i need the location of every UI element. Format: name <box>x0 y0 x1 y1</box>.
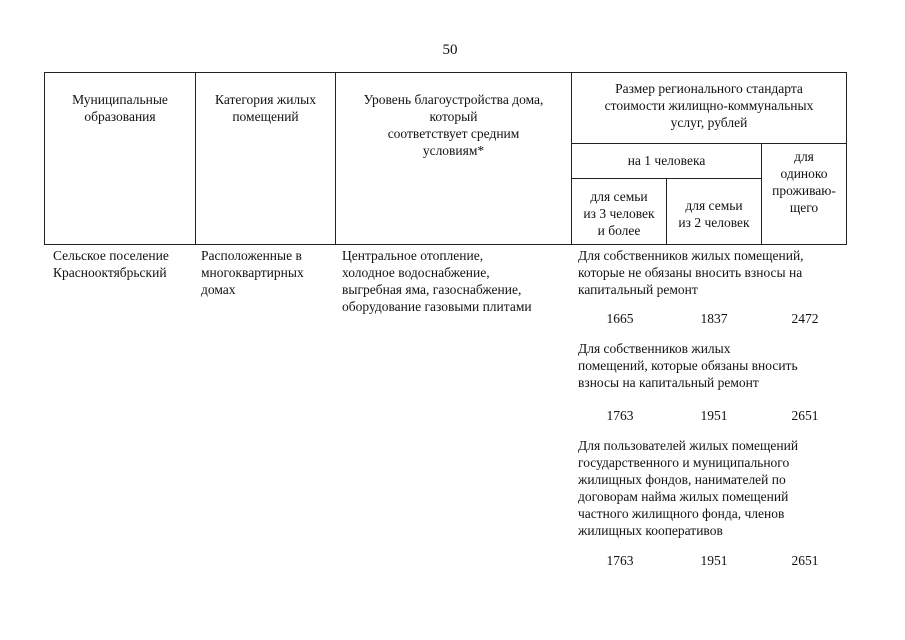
value-family3-1: 1665 <box>606 311 634 326</box>
group-label-2: Для собственников жилых помещений, которые обязаны вносить взносы на капитальный ремонт <box>578 341 798 390</box>
header-municipal: Муниципальные образования <box>44 72 196 245</box>
group-label-1: Для собственников жилых помещений, которые не обязаны вносить взносы на капитальный ремонт <box>578 248 804 297</box>
value-family3-3: 1763 <box>606 553 634 568</box>
header-family2: для семьи из 2 человек <box>666 178 762 245</box>
value-single-3: 2651 <box>791 553 819 568</box>
cell-category: Расположенные в многоквартирных домах <box>201 248 304 297</box>
value-family2-3: 1951 <box>700 553 728 568</box>
header-single: для одиноко проживаю- щего <box>761 143 847 245</box>
header-category: Категория жилых помещений <box>195 72 336 245</box>
value-family2-2: 1951 <box>700 408 728 423</box>
header-per-person: на 1 человека <box>571 143 762 179</box>
value-single-1: 2472 <box>791 311 819 326</box>
value-family2-1: 1837 <box>700 311 728 326</box>
value-family3-2: 1763 <box>606 408 634 423</box>
header-family3: для семьи из 3 человек и более <box>571 178 667 245</box>
cell-level: Центральное отопление, холодное водоснабжение, выгребная яма, газоснабжение, оборудование газовыми плитами <box>342 248 532 314</box>
cell-municipal: Сельское поселение Краснооктябрьский <box>53 248 169 280</box>
header-standard: Размер регионального стандарта стоимости жилищно-коммунальных услуг, рублей <box>571 72 847 144</box>
group-label-3: Для пользователей жилых помещений государственного и муниципального жилищных фондов, нанимателей по договорам найма жилых помещений частного жилищного фонда, членов жилищных кооперативов <box>578 438 799 538</box>
page-number: 50 <box>442 42 458 58</box>
header-level: Уровень благоустройства дома, который соответствует средним условиям* <box>335 72 572 245</box>
value-single-2: 2651 <box>791 408 819 423</box>
